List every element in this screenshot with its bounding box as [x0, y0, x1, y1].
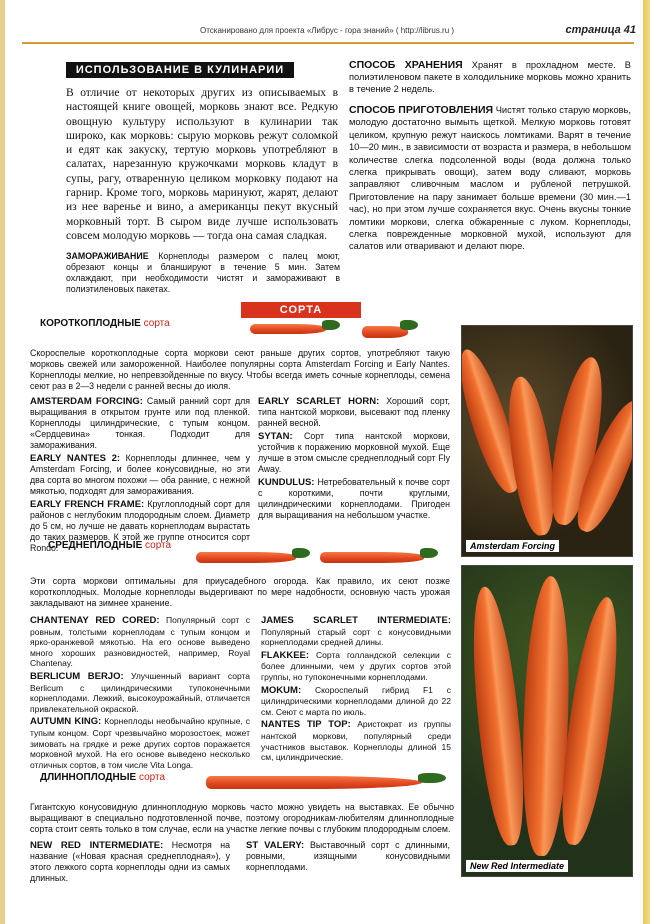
variety-entry: [30, 453, 250, 497]
variety-entry: [258, 396, 450, 429]
variety-text: Хороший сорт, типа нантской моркови, высевают под пленку ранней весной.: [258, 396, 450, 428]
preparation-paragraph: [349, 104, 631, 253]
long-heading-label: ДЛИННОПЛОДНЫЕ: [40, 772, 137, 783]
medium-carrot-leaves-1: [292, 548, 310, 558]
medium-heading: [48, 540, 171, 551]
preparation-label: СПОСОБ ПРИГОТОВЛЕНИЯ: [349, 104, 494, 116]
medium-carrot-illustration-1: [196, 552, 296, 563]
variety-entry: [261, 650, 451, 683]
variety-text: Аристократ из группы нантской моркови, популярный среди участников выставок. Корнеплоды длиной 15 см, цилиндрические.: [261, 719, 451, 763]
long-left-list: [30, 840, 230, 884]
header-rule: [22, 42, 634, 44]
variety-name: EARLY FRENCH FRAME:: [30, 499, 145, 510]
long-heading-suffix: сорта: [139, 772, 166, 783]
cooking-heading: ИСПОЛЬЗОВАНИЕ В КУЛИНАРИИ: [66, 62, 294, 78]
amsterdam-forcing-caption: Amsterdam Forcing: [466, 540, 559, 552]
long-heading: [40, 772, 165, 783]
cooking-intro: В отличие от некоторых других из описываемых в настоящей книге овощей, морковь знают все. Редкую овощную культуру используют в кулинарии так широко, как морковь: сырую морковь режут соломкой и едят как закуску, тертую морковь употребляют в салатах, нарезанную кружочками морковь кладут в супы, рагу, отваренную целиком морковку подают на гарнир. Кроме того, морковь маринуют, жарят, делают из нее варенье и вино, а американцы пекут вкусный морковный торт. В сыром виде лучше использовать совсем молодую морковь — тогда она самая сладкая.: [66, 87, 338, 242]
medium-intro: Эти сорта моркови оптимальны для приусадебного огорода. Как правило, их сеют позже короткоплодных. Молодые корнеплоды выдергивают по мере надобности, основную часть урожая закладывают на зимнее хранение.: [30, 576, 450, 608]
storage-paragraph: [349, 60, 631, 95]
short-carrot-illustration: [250, 324, 326, 334]
variety-name: AUTUMN KING:: [30, 716, 102, 728]
variety-text: Корнеплоды длиннее, чем у Amsterdam Forcing, и более конусовидные, но эти два сорта во многом похожи — оба ранние, с нежной мякотью, подходят для замораживания.: [30, 453, 250, 496]
variety-entry: [261, 685, 451, 718]
short-carrot-leaves: [322, 320, 340, 330]
variety-text: Выставочный сорт с длинными, ровными, изящными конусовидными корнеплодами.: [246, 840, 450, 872]
freezing-label: ЗАМОРАЖИВАНИЕ: [66, 251, 149, 261]
variety-entry: [30, 615, 250, 669]
preparation-text: Чистят только старую морковь, молодую достаточно вымыть щеткой. Мелкую морковь готовят целиком, крупную режут наискось ломтиками. Варят в течение 10—20 мин., в зависимости от возраста и размера, в небольшом количестве слегка подсоленной воды (вода должна только слегка прикрывать овощи), затем воду сливают, морковь заправляют сливочным маслом и рубленой петрушкой. Приготовление на пару занимает больше времени (30 мин.—1 час), но при этом лучше сохраняется вкус. Очень вкусны тонкие ломтики моркови, слегка обжаренные с луком. Корнеплоды, слегка поврежденные морковной мухой, используют для салатов или отваривают и делают пюре.: [349, 105, 631, 252]
variety-entry: [30, 840, 230, 884]
new-red-intermediate-caption: New Red Intermediate: [466, 860, 568, 872]
variety-entry: [258, 477, 450, 521]
medium-left-list: [30, 615, 250, 770]
variety-name: FLAKKEE:: [261, 649, 310, 661]
variety-text: Корнеплоды необычайно крупные, с тупым концом. Сорт чрезвычайно морозостоек, может зимовать на грядке и реже других сортов поражается морковной мухой. На его основе выведено несколько отличных сортов, в том числе Vita Longa.: [30, 716, 250, 770]
short-heading: [40, 318, 170, 329]
variety-text: Несмотря на название («Новая красная среднеплодная»), у этого лежкого сорта корнеплоды одни из самых длинных.: [30, 840, 230, 883]
page-number: страница 41: [565, 24, 636, 36]
freezing-paragraph: [66, 251, 340, 295]
medium-carrot-illustration-2: [320, 552, 424, 563]
variety-name: KUNDULUS:: [258, 477, 315, 488]
variety-entry: [30, 716, 250, 770]
variety-entry: [261, 615, 451, 648]
short-left-list: [30, 396, 250, 554]
variety-name: AMSTERDAM FORCING:: [30, 396, 143, 407]
scan-note: Отсканировано для проекта «Либрус - гора знаний» ( http://librus.ru ): [200, 26, 455, 35]
variety-name: MOKUM:: [261, 684, 302, 696]
variety-text: Популярный старый сорт с конусовидными корнеплодами средней длины.: [261, 626, 451, 648]
variety-entry: [246, 840, 450, 873]
variety-text: Нетребовательный к почве сорт с короткими, почти круглыми, цилиндрическими корнеплодами. Пригоден для выращивания на небольшом участке.: [258, 477, 450, 520]
variety-name: JAMES SCARLET INTERMEDIATE:: [261, 615, 451, 626]
freezing-text: Корнеплоды размером с палец моют, обрезают концы и бланшируют в течение 5 мин. Затем охлаждают, при необходимости чистят и замораживают в полиэтиленовых пакетах.: [66, 251, 340, 294]
storage-text: Хранят в прохладном месте. В полиэтиленовом пакете в холодильнике морковь можно хранить в течение 2 недель.: [349, 60, 631, 94]
short-intro: Скороспелые короткоплодные сорта моркови сеют раньше других сортов, употребляют такую морковь свежей или замороженной. Наиболее популярны сорта Amsterdam Forcing и Early Nantes. Корнеплоды мелкие, но непревзойденные по вкусу. Чтобы всегда иметь сочные корнеплоды, семена сеют раз в 2—3 недели с ранней весны до июля.: [30, 348, 450, 391]
variety-text: Круглоплодный сорт для районов с неглубоким плодородным слоем. Диаметр до 5 см, но лучше не давать корнеплодам вырастать до таких размеров. К этой же группе относится сорт Rondo.: [30, 499, 251, 553]
storage-label: СПОСОБ ХРАНЕНИЯ: [349, 59, 463, 71]
page-edge-right: [643, 0, 650, 924]
medium-carrot-leaves-2: [420, 548, 438, 558]
long-right-list: [246, 840, 450, 873]
photo-carrot: [465, 585, 532, 848]
short-right-list: [258, 396, 450, 521]
medium-heading-suffix: сорта: [145, 540, 172, 551]
variety-name: ST VALERY:: [246, 840, 305, 851]
variety-name: NANTES TIP TOP:: [261, 719, 351, 731]
varieties-heading: СОРТА: [241, 302, 361, 318]
variety-name: EARLY SCARLET HORN:: [258, 396, 380, 407]
variety-text: Популярный сорт с ровным, толстыми корнеплодам с тупым концом и ярко-оранжевой мякотью. На его основе выведено много хороших разновидностей, например, Royal Chantenay.: [30, 615, 250, 669]
round-carrot-leaves: [400, 320, 418, 330]
variety-name: CHANTENAY RED CORED:: [30, 615, 160, 626]
variety-name: NEW RED INTERMEDIATE:: [30, 840, 164, 851]
page-edge-left: [0, 0, 5, 924]
variety-name: SYTAN:: [258, 431, 293, 442]
short-heading-suffix: сорта: [143, 318, 170, 329]
variety-name: BERLICUM BERJO:: [30, 670, 124, 682]
variety-text: Улучшенный вариант сорта Berlicum с цилиндрическими тупоконечными корнеплодами. Лежкий, высокоурожайный, отличается привлекательной окраской.: [30, 670, 251, 714]
variety-entry: [261, 719, 451, 762]
new-red-intermediate-photo: [461, 565, 633, 877]
variety-name: EARLY NANTES 2:: [30, 453, 121, 464]
medium-right-list: [261, 615, 451, 763]
variety-entry: [30, 396, 250, 451]
variety-entry: [258, 431, 450, 475]
variety-text: Сорт типа нантской моркови, устойчив к поражению морковной мухой. Еще лучше в этом смысле среднеплодный сорт Fly Away.: [258, 431, 450, 474]
long-carrot-illustration: [206, 776, 422, 789]
medium-heading-label: СРЕДНЕПЛОДНЫЕ: [48, 540, 143, 551]
amsterdam-forcing-photo: [461, 325, 633, 557]
variety-text: Самый ранний сорт для выращивания в открытом грунте или под пленкой. Корнеплоды цилиндрические, с тупым концом. «Сердцевина» тонкая. Подходит для замораживания.: [30, 396, 250, 450]
variety-text: Сорта голландской селекции с более длинными, чем у других сортов этой группы, но тупоконечными корнеплодами.: [261, 649, 451, 682]
long-intro: Гигантскую конусовидную длинноплодную морковь часто можно увидеть на выставках. Ее обычно выращивают в специально подготовленной почве, поэтому огородникам-любителям длинноплодные сорта стоит сеять только в том случае, если на участке легкие почвы с глубоким плодородным слоем.: [30, 802, 454, 834]
long-carrot-leaves: [418, 773, 446, 783]
variety-text: Скороспелый гибрид F1 с цилиндрическими корнеплодами длиной до 22 см. Сеют с марта по июль.: [261, 684, 451, 717]
variety-entry: [30, 671, 250, 714]
short-heading-label: КОРОТКОПЛОДНЫЕ: [40, 318, 141, 329]
